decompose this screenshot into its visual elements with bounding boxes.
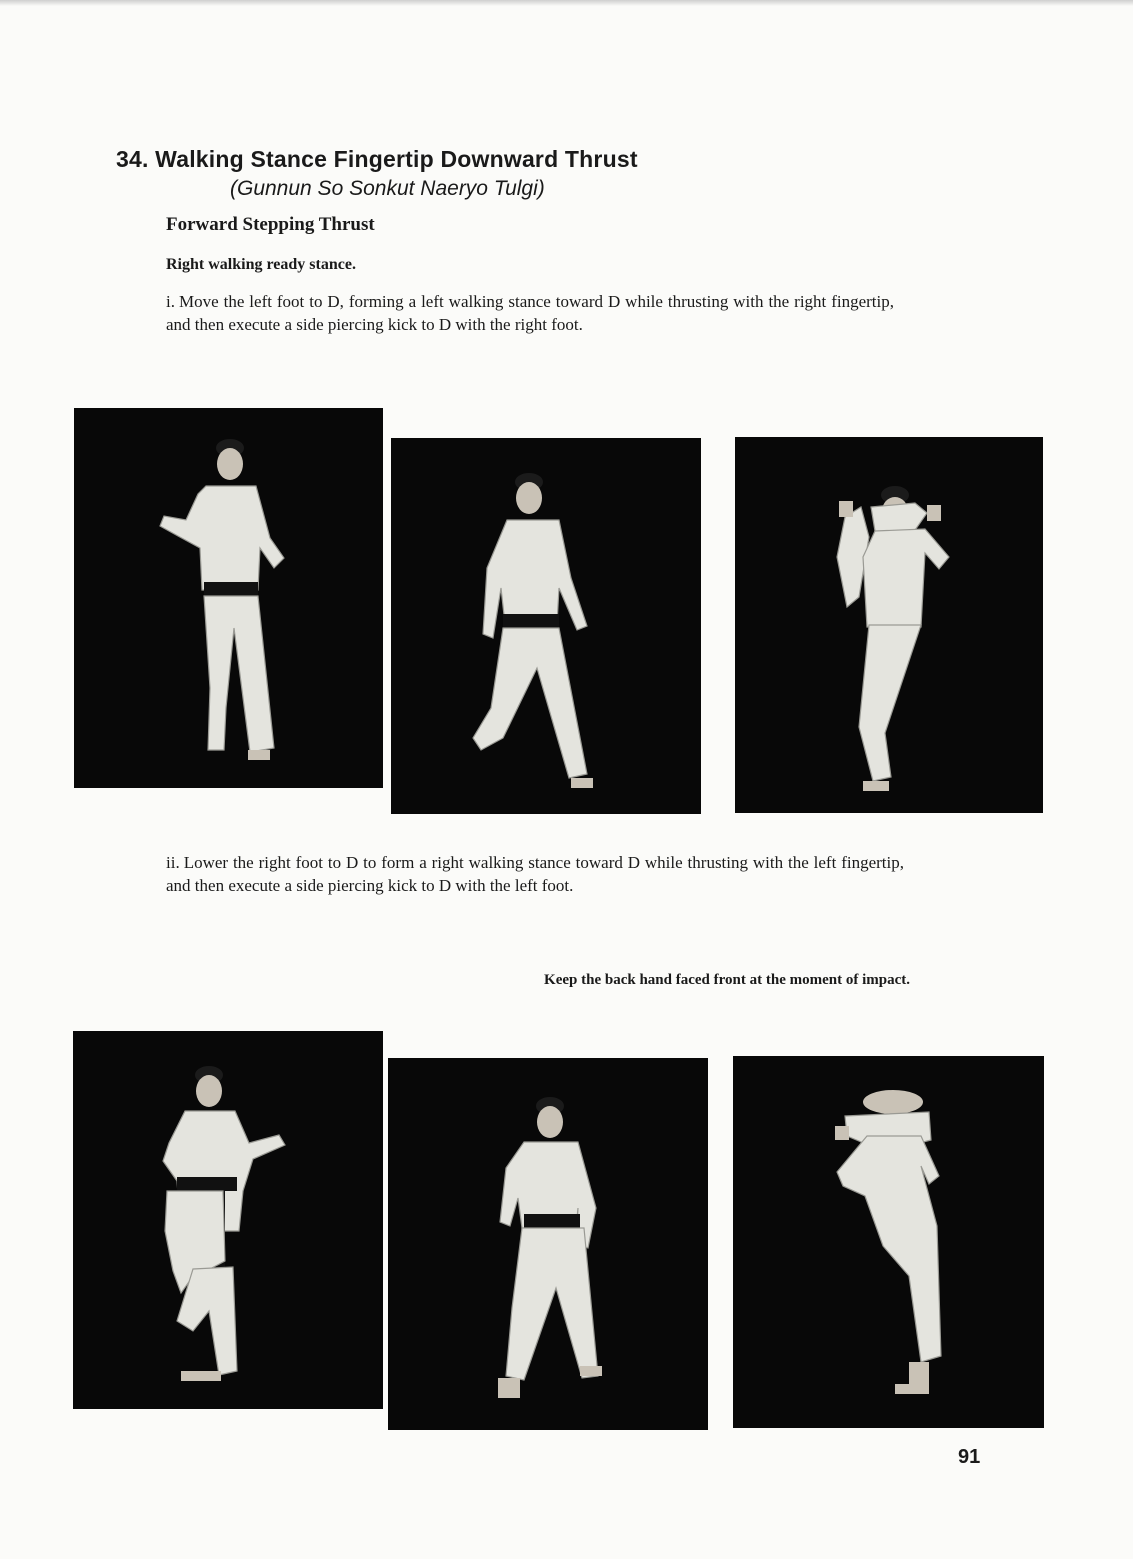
step-1 bbox=[166, 290, 894, 336]
section-subtitle: (Gunnun So Sonkut Naeryo Tulgi) bbox=[230, 177, 545, 200]
photo-step-2-stance-thrust bbox=[388, 1058, 708, 1430]
step-2 bbox=[166, 851, 904, 897]
photo-step-2-chamber bbox=[73, 1031, 383, 1409]
page-number: 91 bbox=[958, 1446, 981, 1468]
impact-note: Keep the back hand faced front at the moment of impact. bbox=[544, 972, 910, 988]
photo-step-1-ready bbox=[74, 408, 383, 788]
photo-step-1-side-kick bbox=[735, 437, 1043, 813]
photo-step-2-side-kick bbox=[733, 1056, 1044, 1428]
section-title: 34. Walking Stance Fingertip Downward Thrust bbox=[116, 146, 638, 172]
step-2-marker: ii. bbox=[166, 853, 180, 872]
step-2-text: Lower the right foot to D to form a right walking stance toward D while thrusting with the left fingertip, and then execute a side piercing kick to D with the left foot. bbox=[166, 853, 904, 895]
photo-step-1-stance-thrust bbox=[391, 438, 701, 814]
step-1-marker: i. bbox=[166, 292, 175, 311]
page-top-edge bbox=[0, 0, 1133, 6]
subheading: Forward Stepping Thrust bbox=[166, 214, 375, 235]
ready-stance: Right walking ready stance. bbox=[166, 256, 356, 273]
step-1-text: Move the left foot to D, forming a left walking stance toward D while thrusting with the right fingertip, and then execute a side piercing kick to D with the right foot. bbox=[166, 292, 894, 334]
